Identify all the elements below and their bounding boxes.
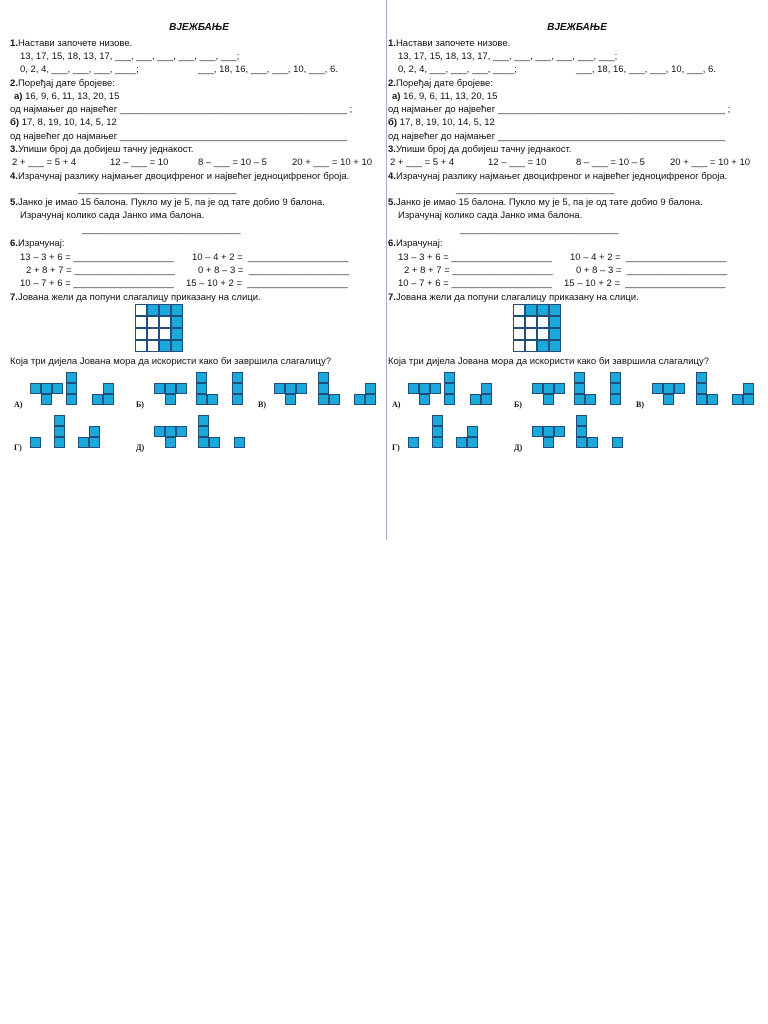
piece-cell [574,383,585,394]
q1-heading: 1.Настави започете низове. [388,38,511,49]
piece-cell [432,415,443,426]
piece-cell [207,394,218,405]
worksheet-right [388,0,766,460]
grid-cell [147,340,159,352]
piece-cell [354,394,365,405]
grid-cell [159,316,171,328]
piece-cell [610,394,621,405]
grid-cell [147,304,159,316]
piece-cell [198,426,209,437]
piece-cell [30,437,41,448]
grid-cell [549,340,561,352]
q5-heading: 5.Јанко је имао 15 балона. Пукло му је 5, па је од тате добио 9 балона. [388,197,703,208]
grid-cell [525,328,537,340]
piece-cell [574,372,585,383]
q6-r3b: 15 – 10 + 2 = ___________________ [186,278,348,289]
piece-cell [576,437,587,448]
q7-heading: 7.Јована жели да попуни слагалицу приказану на слици. [10,292,261,303]
q3-eq2: 12 – ___ = 10 [110,157,169,168]
q3-heading: 3.Упиши број да добијеш тачну једнакост. [10,144,194,155]
q6-heading: 6.Израчунај: [10,238,65,249]
piece-cell [554,383,565,394]
option-b-label: Б) [136,400,144,409]
q6-r2a: 2 + 8 + 7 = ___________________ [26,265,175,276]
piece-cell [481,383,492,394]
piece-cell [365,394,376,405]
piece-cell [444,383,455,394]
option-a-label: А) [392,400,401,409]
piece-cell [30,383,41,394]
piece-cell [663,383,674,394]
q2-b-numbers: б) 17, 8, 19, 10, 14, 5, 12 [388,117,495,128]
piece-cell [41,383,52,394]
q2-a-numbers: а) 16, 9, 6, 11, 13, 20, 15 [14,91,120,102]
piece-cell [318,383,329,394]
piece-cell [674,383,685,394]
piece-cell [232,383,243,394]
piece-cell [54,426,65,437]
q5-answer-line: ______________________________ [82,224,241,235]
grid-cell [159,304,171,316]
grid-cell [171,316,183,328]
q6-r2b: 0 + 8 – 3 = ___________________ [576,265,728,276]
q2-heading: 2.Поређај дате бројеве: [388,78,493,89]
piece-cell [165,383,176,394]
piece-cell [196,394,207,405]
q7-heading: 7.Јована жели да попуни слагалицу приказану на слици. [388,292,639,303]
q2-a-line: од најмањег до највећег ___________________________________________ ; [388,104,731,115]
piece-cell [103,383,114,394]
piece-cell [554,426,565,437]
piece-cell [285,394,296,405]
piece-cell [66,372,77,383]
option-g-label: Г) [14,443,22,452]
grid-cell [549,316,561,328]
piece-cell [274,383,285,394]
piece-cell [574,394,585,405]
piece-cell [456,437,467,448]
q2-a-line: од најмањег до највећег ___________________________________________ ; [10,104,353,115]
q2-b-line: од највећег до најмањег ___________________________________________ [388,131,726,142]
piece-cell [652,383,663,394]
q6-r1a: 13 – 3 + 6 = ___________________ [20,252,174,263]
piece-cell [209,437,220,448]
q4-answer-line: ______________________________ [78,184,237,195]
piece-cell [663,394,674,405]
piece-cell [430,383,441,394]
piece-cell [543,383,554,394]
q5-text2: Израчунај колико сада Јанко има балона. [20,210,205,221]
grid-cell [135,340,147,352]
grid-cell [525,304,537,316]
option-d-label: Д) [514,443,523,452]
q3-eq4: 20 + ___ = 10 + 10 [292,157,373,168]
grid-cell [147,316,159,328]
grid-cell [513,316,525,328]
q6-r1b: 10 – 4 + 2 = ___________________ [570,252,727,263]
q6-r2b: 0 + 8 – 3 = ___________________ [198,265,350,276]
piece-cell [696,372,707,383]
piece-cell [696,383,707,394]
piece-cell [154,426,165,437]
piece-cell [198,415,209,426]
grid-cell [525,316,537,328]
option-v-label: В) [636,400,644,409]
piece-cell [576,426,587,437]
piece-cell [52,383,63,394]
grid-cell [171,304,183,316]
piece-cell [198,437,209,448]
grid-cell [537,328,549,340]
q3-eq2: 12 – ___ = 10 [488,157,547,168]
piece-cell [481,394,492,405]
piece-cell [89,437,100,448]
q6-r2a: 2 + 8 + 7 = ___________________ [404,265,553,276]
q1-sequence-b: 0, 2, 4, ___, ___, ___, ____; [398,64,517,75]
piece-cell [54,437,65,448]
piece-cell [165,437,176,448]
piece-cell [707,394,718,405]
piece-cell [432,426,443,437]
piece-cell [467,437,478,448]
piece-cell [103,394,114,405]
q1-sequence-a: 13, 17, 15, 18, 13, 17, ___, ___, ___, ___, ___, ___; [398,51,618,62]
q3-heading: 3.Упиши број да добијеш тачну једнакост. [388,144,572,155]
grid-cell [171,328,183,340]
grid-cell [171,340,183,352]
q5-answer-line: ______________________________ [460,224,619,235]
piece-cell [92,394,103,405]
q2-a-numbers: а) 16, 9, 6, 11, 13, 20, 15 [392,91,498,102]
q4-heading: 4.Израчунај разлику најмањег двоцифреног и највећег једноцифреног броја. [10,171,350,182]
q6-r1b: 10 – 4 + 2 = ___________________ [192,252,349,263]
option-d-label: Д) [136,443,145,452]
grid-cell [537,340,549,352]
grid-cell [135,316,147,328]
piece-cell [444,372,455,383]
option-a-label: А) [14,400,23,409]
grid-cell [513,304,525,316]
piece-cell [196,372,207,383]
q6-r3b: 15 – 10 + 2 = ___________________ [564,278,726,289]
grid-cell [513,328,525,340]
piece-cell [54,415,65,426]
piece-cell [66,394,77,405]
q4-heading: 4.Израчунај разлику најмањег двоцифреног и највећег једноцифреног броја. [388,171,728,182]
piece-cell [419,394,430,405]
q6-heading: 6.Израчунај: [388,238,443,249]
q6-r1a: 13 – 3 + 6 = ___________________ [398,252,552,263]
piece-cell [318,372,329,383]
piece-cell [467,426,478,437]
grid-cell [513,340,525,352]
q1-sequence-b: 0, 2, 4, ___, ___, ___, ____; [20,64,139,75]
q1-sequence-a: 13, 17, 15, 18, 13, 17, ___, ___, ___, ___, ___, ___; [20,51,240,62]
piece-cell [587,437,598,448]
q7-question: Која три дијела Јована мора да искористи како би завршила слагалицу? [10,356,332,367]
q6-r3a: 10 – 7 + 6 = ___________________ [20,278,174,289]
piece-cell [66,383,77,394]
piece-cell [232,372,243,383]
piece-cell [285,383,296,394]
q3-eq3: 8 – ___ = 10 – 5 [576,157,645,168]
q1-heading: 1.Настави започете низове. [10,38,133,49]
grid-cell [537,304,549,316]
piece-cell [329,394,340,405]
piece-cell [165,394,176,405]
piece-cell [176,383,187,394]
q7-question: Која три дијела Јована мора да искористи како би завршила слагалицу? [388,356,710,367]
q3-eq4: 20 + ___ = 10 + 10 [670,157,751,168]
piece-cell [318,394,329,405]
piece-cell [732,394,743,405]
piece-cell [532,426,543,437]
q3-eq1: 2 + ___ = 5 + 4 [12,157,77,168]
piece-cell [532,383,543,394]
piece-cell [408,437,419,448]
grid-cell [549,328,561,340]
piece-cell [234,437,245,448]
piece-cell [419,383,430,394]
piece-cell [543,394,554,405]
piece-cell [196,383,207,394]
worksheet-title: ВЈЕЖБАЊЕ [547,22,607,33]
option-b-label: Б) [514,400,522,409]
q3-eq3: 8 – ___ = 10 – 5 [198,157,267,168]
piece-cell [470,394,481,405]
piece-cell [432,437,443,448]
grid-cell [549,304,561,316]
grid-cell [135,304,147,316]
q6-r3a: 10 – 7 + 6 = ___________________ [398,278,552,289]
grid-cell [147,328,159,340]
piece-cell [78,437,89,448]
piece-cell [610,383,621,394]
piece-cell [365,383,376,394]
piece-cell [154,383,165,394]
grid-cell [537,316,549,328]
q2-b-line: од највећег до најмањег ___________________________________________ [10,131,348,142]
q5-heading: 5.Јанко је имао 15 балона. Пукло му је 5, па је од тате добио 9 балона. [10,197,325,208]
piece-cell [296,383,307,394]
grid-cell [525,340,537,352]
piece-cell [232,394,243,405]
piece-cell [696,394,707,405]
grid-cell [159,340,171,352]
q3-eq1: 2 + ___ = 5 + 4 [390,157,455,168]
piece-cell [543,426,554,437]
piece-cell [408,383,419,394]
option-v-label: В) [258,400,266,409]
piece-cell [444,394,455,405]
worksheet-left [10,0,388,460]
piece-cell [165,426,176,437]
piece-cell [743,394,754,405]
grid-cell [135,328,147,340]
q1-sequence-c: ___, 18, 16, ___, ___, 10, ___, 6. [576,64,716,75]
piece-cell [743,383,754,394]
worksheet-title: ВЈЕЖБАЊЕ [169,22,229,33]
piece-cell [585,394,596,405]
q2-heading: 2.Поређај дате бројеве: [10,78,115,89]
grid-cell [159,328,171,340]
q4-answer-line: ______________________________ [456,184,615,195]
piece-cell [610,372,621,383]
piece-cell [576,415,587,426]
option-g-label: Г) [392,443,400,452]
q2-b-numbers: б) 17, 8, 19, 10, 14, 5, 12 [10,117,117,128]
q5-text2: Израчунај колико сада Јанко има балона. [398,210,583,221]
q1-sequence-c: ___, 18, 16, ___, ___, 10, ___, 6. [198,64,338,75]
piece-cell [543,437,554,448]
piece-cell [612,437,623,448]
piece-cell [89,426,100,437]
piece-cell [176,426,187,437]
piece-cell [41,394,52,405]
